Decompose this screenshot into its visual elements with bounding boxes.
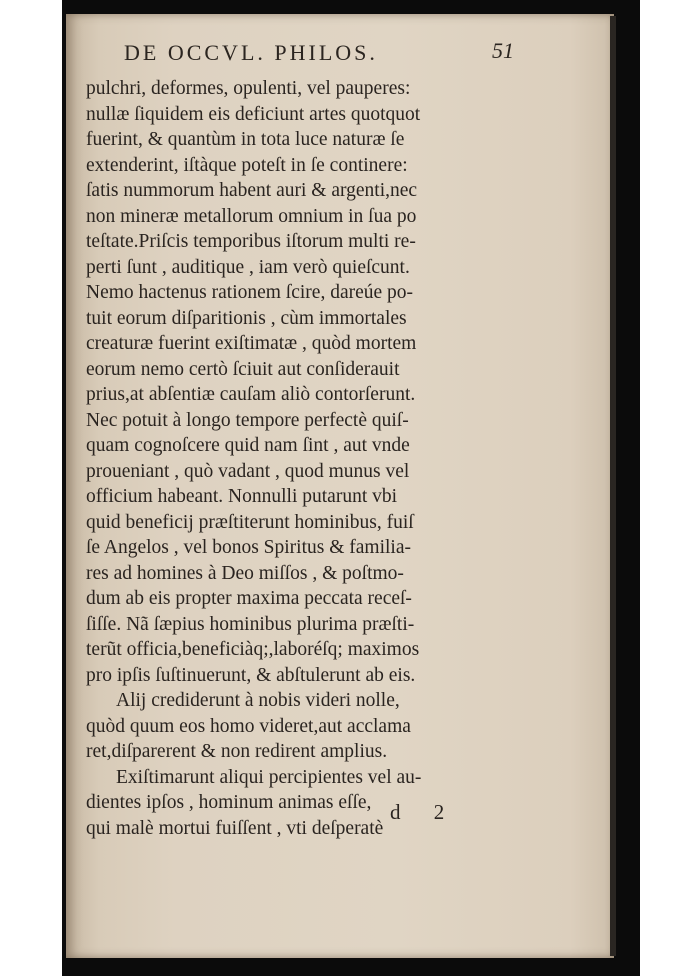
text-line: Exiſtimarunt aliqui percipientes vel au- — [116, 766, 422, 788]
text-line: Nec potuit à longo tempore perfectè quiſ- — [86, 409, 409, 431]
text-line: ſe Angelos , vel bonos Spiritus & familia- — [86, 537, 411, 558]
text-line: ret,diſparerent & non redirent amplius. — [86, 741, 388, 762]
text-line: terũt officia,beneficiàq;,laboréſq; maximos — [86, 639, 420, 660]
text-line: quid beneficij præſtiterunt hominibus, fuiſ — [86, 511, 414, 533]
text-line: quòd quum eos homo videret,aut acclama — [86, 715, 411, 737]
text-line: quam cognoſcere quid nam ſint , aut vnde — [86, 435, 410, 456]
body-text — [86, 76, 506, 841]
text-line: prius,at abſentiæ cauſam aliò contorſerunt. — [86, 384, 416, 405]
text-line: proueniant , quò vadant , quod munus vel — [86, 460, 410, 482]
text-line: ſatis nummorum habent auri & argenti,nec — [86, 180, 418, 201]
text-line: eorum nemo certò ſciuit aut conſiderauit — [86, 358, 400, 380]
text-line: qui malè mortui fuiſſent , vti deſperatè — [86, 817, 384, 839]
text-line: tuit eorum diſparitionis , cùm immortales — [86, 307, 407, 329]
text-line: Alij crediderunt à nobis videri nolle, — [116, 690, 400, 711]
page-edge — [610, 16, 616, 956]
text-line: pro ipſis ſuſtinuerunt, & abſtulerunt ab eis. — [86, 664, 416, 686]
text-line: non mineræ metallorum omnium in ſua po — [86, 205, 417, 227]
text-line: fuerint, & quantùm in tota luce naturæ ſe — [86, 129, 405, 150]
text-line: officium habeant. Nonnulli putarunt vbi — [86, 486, 398, 507]
text-line: ſiſſe. Nã ſæpius hominibus plurima præſti- — [86, 613, 415, 635]
running-title: DE OCCVL. PHILOS. — [124, 40, 378, 65]
text-line: res ad homines à Deo miſſos , & poſtmo- — [86, 562, 404, 584]
text-line: dum ab eis propter maxima peccata receſ- — [86, 588, 412, 609]
text-line: nullæ ſiquidem eis deficiunt artes quotquot — [86, 103, 421, 125]
signature-mark: d 2 — [390, 800, 459, 824]
text-line: pulchri, deformes, opulenti, vel pauperes: — [86, 78, 411, 99]
text-line: creaturæ fuerint exiſtimatæ , quòd mortem — [86, 333, 417, 354]
text-line: teſtate.Priſcis temporibus iſtorum multi re- — [86, 231, 416, 252]
text-line: Nemo hactenus rationem ſcire, dareúe po- — [86, 282, 414, 303]
text-line: extenderint, iſtàque poteſt in ſe continere: — [86, 154, 408, 176]
text-line: perti ſunt , auditique , iam verò quieſcunt. — [86, 256, 410, 278]
page-number: 51 — [492, 38, 514, 63]
page-header — [124, 40, 544, 70]
text-line: dientes ipſos , hominum animas eſſe, — [86, 792, 372, 813]
